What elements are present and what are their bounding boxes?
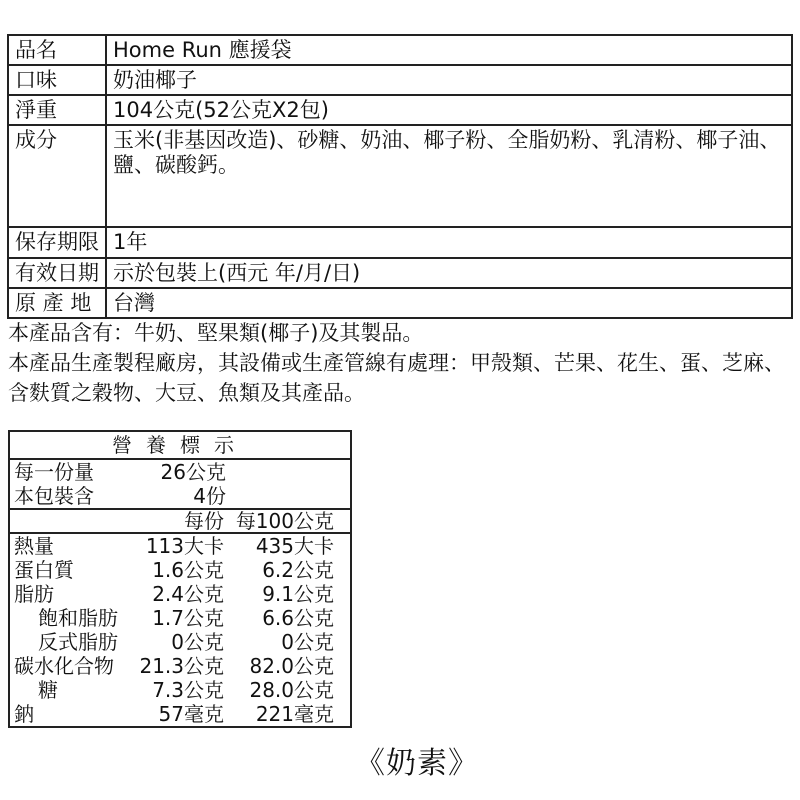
value-shelf-life: 1年 [106, 227, 792, 257]
label-product-name: 品名 [8, 35, 106, 65]
nutrition-column-header [10, 508, 350, 534]
serving-size-value: 26公克 [160, 460, 226, 484]
servings-label: 本包裝含 [14, 484, 94, 508]
nutrient-per-100g: 9.1公克 [262, 582, 334, 606]
nutrient-per-100g: 6.2公克 [262, 558, 334, 582]
nutrient-row [10, 534, 350, 558]
nutrient-name: 脂肪 [14, 582, 54, 606]
serving-size-label: 每一份量 [14, 460, 94, 484]
nutrient-per-100g: 28.0公克 [249, 678, 334, 702]
nutrient-per-100g: 0公克 [281, 630, 334, 654]
value-product-name: Home Run 應援袋 [106, 35, 792, 65]
value-ingredients: 玉米(非基因改造)、砂糖、奶油、椰子粉、全脂奶粉、乳清粉、椰子油、鹽、碳酸鈣。 [106, 125, 792, 227]
label-flavor: 口味 [8, 65, 106, 95]
facility-note: 本產品生產製程廠房，其設備或生產管線有處理：甲殼類、芒果、花生、蛋、芝麻、含麩質之穀物、大豆、魚類及其產品。 [8, 351, 785, 405]
nutrition-title: 營養標示 [10, 432, 350, 460]
lacto-vegetarian-badge: 《奶素》 [355, 746, 479, 781]
nutrient-name: 反式脂肪 [38, 630, 118, 654]
nutrient-per-serving: 1.6公克 [152, 558, 224, 582]
nutrient-per-100g: 221毫克 [255, 702, 334, 726]
label-expiry: 有效日期 [8, 258, 106, 288]
nutrition-rows [10, 534, 350, 726]
nutrient-name: 碳水化合物 [14, 654, 114, 678]
nutrient-row [10, 654, 350, 678]
row-ingredients [8, 125, 792, 227]
nutrient-row [10, 702, 350, 726]
nutrient-per-100g: 6.6公克 [262, 606, 334, 630]
label-shelf-life: 保存期限 [8, 227, 106, 257]
nutrient-name: 蛋白質 [14, 558, 74, 582]
value-flavor: 奶油椰子 [106, 65, 792, 95]
nutrient-per-serving: 0公克 [171, 630, 224, 654]
nutrient-row [10, 630, 350, 654]
nutrient-per-100g: 82.0公克 [249, 654, 334, 678]
nutrient-name: 飽和脂肪 [38, 606, 118, 630]
row-origin [8, 288, 792, 318]
nutrient-per-serving: 7.3公克 [152, 678, 224, 702]
serving-size-row [10, 460, 350, 484]
allergen-notes [8, 318, 798, 408]
nutrient-name: 糖 [38, 678, 58, 702]
nutrient-name: 熱量 [14, 534, 54, 558]
nutrient-row [10, 558, 350, 582]
nutrient-per-serving: 2.4公克 [152, 582, 224, 606]
nutrient-per-serving: 21.3公克 [139, 654, 224, 678]
nutrient-name: 鈉 [14, 702, 34, 726]
nutrient-row [10, 606, 350, 630]
col-per-100g: 每100公克 [235, 509, 334, 533]
row-flavor [8, 65, 792, 95]
col-per-serving: 每份 [184, 509, 224, 533]
label-origin: 原 產 地 [8, 288, 106, 318]
label-ingredients: 成分 [8, 125, 106, 227]
value-net-weight: 104公克(52公克X2包) [106, 95, 792, 125]
nutrient-per-serving: 57毫克 [158, 702, 224, 726]
nutrient-row [10, 582, 350, 606]
nutrient-per-serving: 113大卡 [145, 534, 224, 558]
label-net-weight: 淨重 [8, 95, 106, 125]
servings-value: 4份 [193, 484, 226, 508]
allergen-note: 本產品含有：牛奶、堅果類(椰子)及其製品。 [8, 321, 424, 345]
nutrition-facts-panel [8, 430, 352, 728]
nutrient-row [10, 678, 350, 702]
servings-per-package-row [10, 484, 350, 508]
value-expiry: 示於包裝上(西元 年/月/日) [106, 258, 792, 288]
product-info-table [7, 34, 793, 319]
row-expiry [8, 258, 792, 288]
row-shelf-life [8, 227, 792, 257]
row-product-name [8, 35, 792, 65]
nutrient-per-100g: 435大卡 [255, 534, 334, 558]
row-net-weight [8, 95, 792, 125]
value-origin: 台灣 [106, 288, 792, 318]
nutrient-per-serving: 1.7公克 [152, 606, 224, 630]
